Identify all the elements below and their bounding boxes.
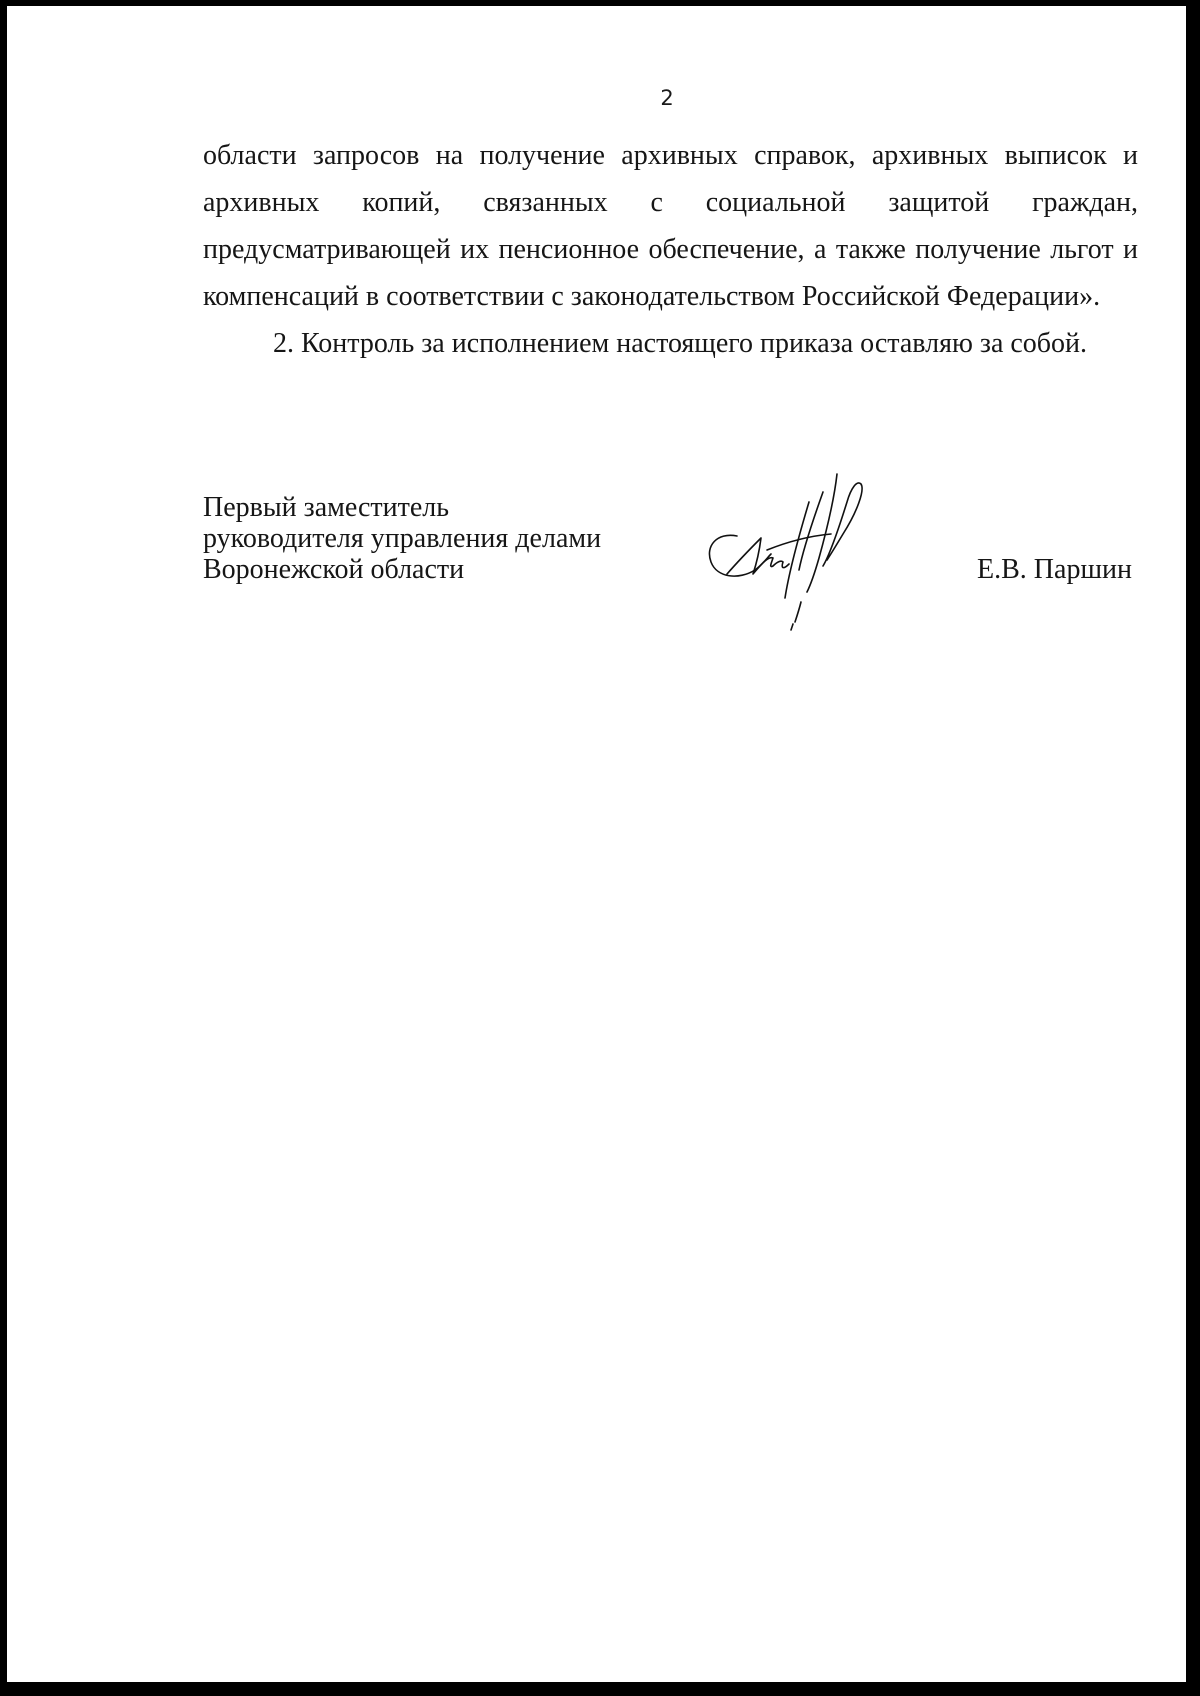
page-number: 2 [660, 86, 674, 110]
body-line: области запросов на получение архивных справок, архивных выписок и [203, 140, 1138, 171]
position-line: Воронежской области [203, 554, 465, 585]
document-body [203, 132, 1138, 367]
signer-position [203, 492, 601, 585]
position-line: руководителя управления делами [203, 523, 602, 554]
position-line: Первый заместитель [203, 492, 450, 523]
control-clause: 2. Контроль за исполнением настоящего приказа оставляю за собой. [273, 328, 1088, 359]
handwritten-signature-icon [697, 462, 927, 642]
body-line: компенсаций в соответствии с законодательством Российской Федерации». [203, 281, 1101, 312]
body-line: предусматривающей их пенсионное обеспечение, а также получение льгот и [203, 234, 1138, 265]
body-line: архивных копий, связанных с социальной защитой граждан, [203, 187, 1138, 218]
signer-name: Е.В. Паршин [977, 554, 1132, 585]
